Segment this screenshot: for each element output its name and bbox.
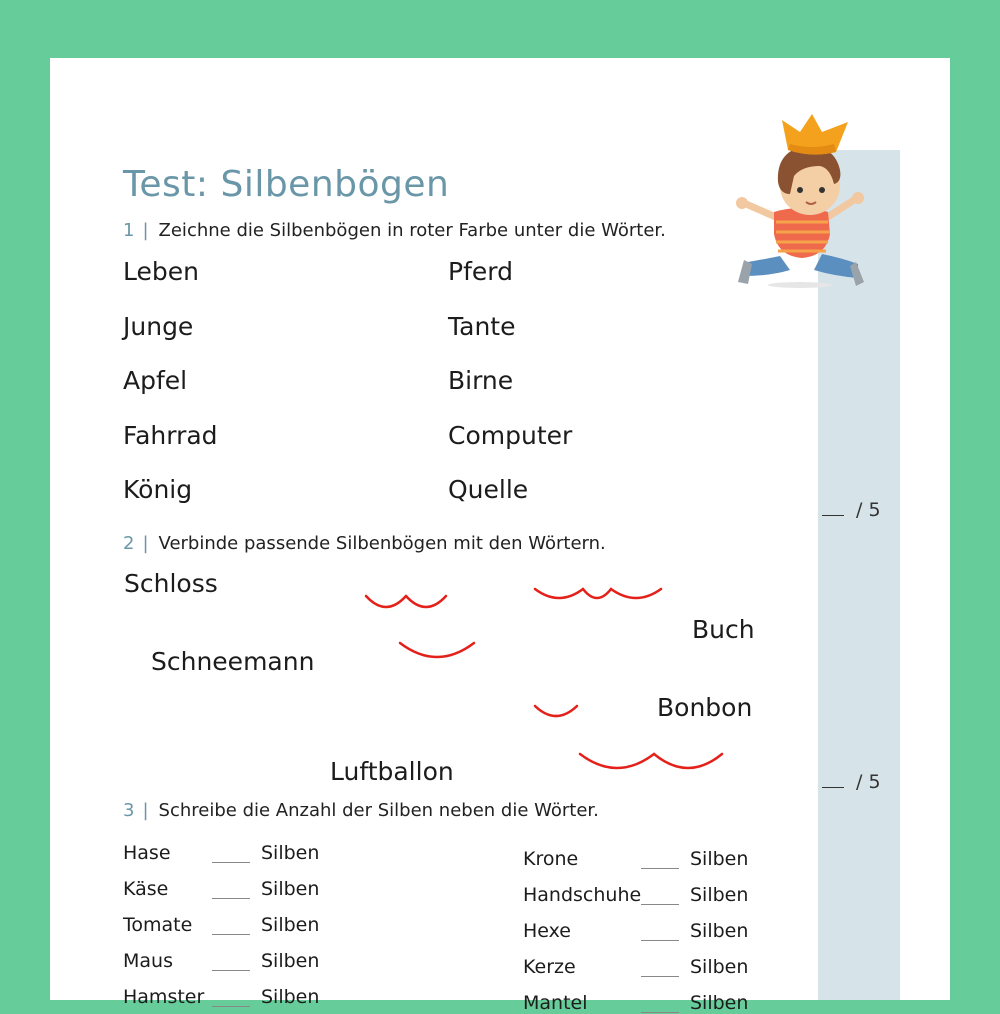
task3-instruction xyxy=(123,800,599,821)
task1-word: Leben xyxy=(123,257,199,286)
syllable-arc[interactable] xyxy=(535,589,583,598)
task2-text: Verbinde passende Silbenbögen mit den Wörtern. xyxy=(158,533,606,554)
task3-word: Mantel xyxy=(523,992,588,1014)
score-max: / 5 xyxy=(856,771,881,793)
task1-word: Apfel xyxy=(123,366,188,395)
answer-blank[interactable] xyxy=(212,898,250,899)
syllable-unit: Silben xyxy=(690,884,749,906)
task3-word: Kerze xyxy=(523,956,576,978)
syllable-unit: Silben xyxy=(690,920,749,942)
syllable-arc[interactable] xyxy=(654,754,722,768)
syllable-arc[interactable] xyxy=(406,596,446,607)
task3-word: Hase xyxy=(123,842,171,864)
score-blank[interactable] xyxy=(822,787,844,788)
task2-word: Schneemann xyxy=(151,647,315,676)
task2-word: Schloss xyxy=(124,569,218,598)
syllable-arc[interactable] xyxy=(535,706,577,716)
syllable-unit: Silben xyxy=(690,848,749,870)
syllable-arc[interactable] xyxy=(583,589,611,598)
task3-word: Krone xyxy=(523,848,579,870)
score-blank[interactable] xyxy=(822,515,844,516)
task2-number: 2 xyxy=(123,533,135,554)
task1-word: Pferd xyxy=(448,257,513,286)
task2-word: Bonbon xyxy=(657,693,753,722)
task3-word: Maus xyxy=(123,950,173,972)
task3-separator: | xyxy=(142,800,149,821)
score-max: / 5 xyxy=(856,499,881,521)
task3-word: Hamster xyxy=(123,986,205,1008)
answer-blank[interactable] xyxy=(641,976,679,977)
task3-word: Handschuhe xyxy=(523,884,642,906)
task1-instruction xyxy=(123,220,666,241)
task1-separator: | xyxy=(142,220,149,241)
task2-instruction xyxy=(123,533,606,554)
syllable-unit: Silben xyxy=(690,992,749,1014)
score-task2 xyxy=(822,771,881,793)
task1-word: Junge xyxy=(123,312,194,341)
task2-separator: | xyxy=(142,533,149,554)
answer-blank[interactable] xyxy=(212,934,250,935)
syllable-unit: Silben xyxy=(261,986,320,1008)
task3-word: Käse xyxy=(123,878,169,900)
task1-word: König xyxy=(123,475,193,504)
task3-word: Hexe xyxy=(523,920,571,942)
task3-word: Tomate xyxy=(123,914,193,936)
syllable-arc[interactable] xyxy=(400,643,474,657)
answer-blank[interactable] xyxy=(641,940,679,941)
task1-word: Birne xyxy=(448,366,514,395)
syllable-unit: Silben xyxy=(261,842,320,864)
task1-word: Computer xyxy=(448,421,573,450)
task3-text: Schreibe die Anzahl der Silben neben die Wörter. xyxy=(158,800,599,821)
answer-blank[interactable] xyxy=(641,868,679,869)
task1-word: Tante xyxy=(448,312,516,341)
syllable-arc[interactable] xyxy=(580,754,654,768)
task1-word: Quelle xyxy=(448,475,529,504)
page-title: Test: Silbenbögen xyxy=(123,164,450,205)
syllable-arc[interactable] xyxy=(611,589,661,598)
answer-blank[interactable] xyxy=(212,1006,250,1007)
answer-blank[interactable] xyxy=(641,1012,679,1013)
task2-word: Buch xyxy=(692,615,755,644)
task1-number: 1 xyxy=(123,220,135,241)
answer-blank[interactable] xyxy=(212,862,250,863)
answer-blank[interactable] xyxy=(641,904,679,905)
syllable-arc[interactable] xyxy=(366,596,406,607)
task1-word: Fahrrad xyxy=(123,421,218,450)
task1-text: Zeichne die Silbenbögen in roter Farbe unter die Wörter. xyxy=(158,220,666,241)
score-task1 xyxy=(822,499,881,521)
syllable-unit: Silben xyxy=(261,950,320,972)
worksheet xyxy=(50,58,950,1014)
task2-word: Luftballon xyxy=(330,757,454,786)
syllable-unit: Silben xyxy=(261,914,320,936)
task3-number: 3 xyxy=(123,800,135,821)
syllable-unit: Silben xyxy=(690,956,749,978)
answer-blank[interactable] xyxy=(212,970,250,971)
syllable-unit: Silben xyxy=(261,878,320,900)
